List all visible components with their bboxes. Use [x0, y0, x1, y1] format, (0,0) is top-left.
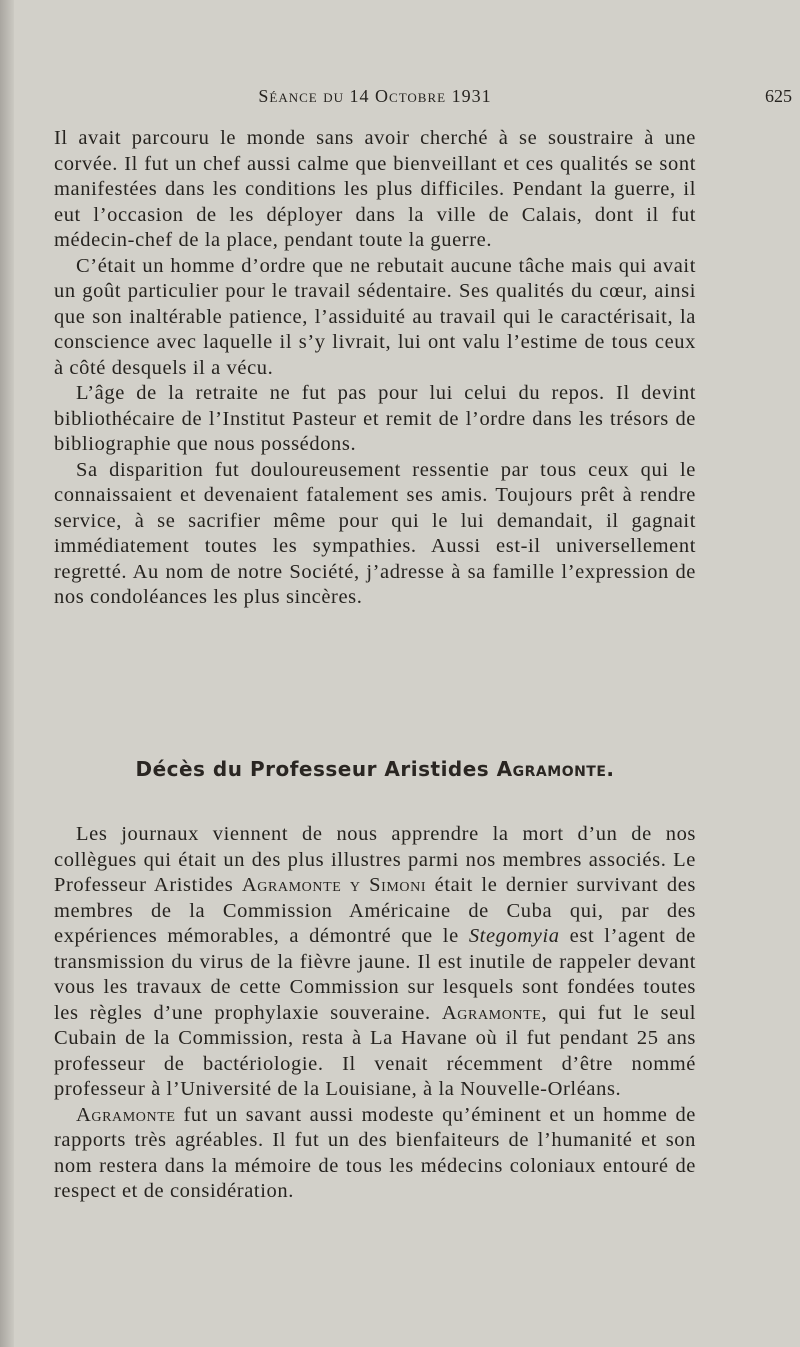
- text-run: fut un savant aussi modeste qu’éminent et un homme de rapports très agréables. Il fut un des bienfaiteurs de l’humanité et son nom restera dans la mémoire de tous les médecins coloniaux entouré de respect et de considération.: [54, 1103, 696, 1202]
- running-head: [54, 86, 792, 114]
- person-name: Agramonte: [76, 1103, 176, 1126]
- person-name: Agramonte y Simoni: [241, 874, 427, 896]
- page-number: 625: [765, 86, 792, 106]
- person-name: Agramonte: [441, 1001, 542, 1024]
- paragraph: Il avait parcouru le monde sans avoir cherché à se soustraire à une corvée. Il fut un chef aussi calme que bienveillant et ces qualités se sont manifestées dans les conditions les plus difficiles. Pendant la guerre, il eut l’occasion de les déployer dans la ville de Calais, dont il fut médecin-chef de la place, pendant toute la guerre.: [54, 127, 696, 251]
- obituary-continuation: [54, 126, 696, 611]
- agramonte-obituary: [54, 822, 696, 1205]
- section-heading: [54, 757, 696, 781]
- heading-name: Agramonte.: [496, 757, 615, 781]
- text-run: est l’agent de transmission du virus de la fièvre jaune. Il est inutile de rappeler devant vous les travaux de cette Commission sur lesquels sont fondées toutes les règles d’une prophylaxie souveraine.: [54, 925, 696, 1024]
- running-title: Séance du 14 Octobre 1931: [258, 86, 492, 106]
- paragraph: C’était un homme d’ordre que ne rebutait aucune tâche mais qui avait un goût particulier pour le travail sédentaire. Ses qualités du cœur, ainsi que son inaltérable patience, l’assiduité au travail qui le caractérisait, la conscience avec laquelle il s’y livrait, lui ont valu l’estime de tous ceux à côté desquels il a vécu.: [54, 254, 696, 379]
- heading-prefix: Décès du Professeur Aristides: [135, 757, 497, 781]
- text-run: était le dernier survivant des membres de la Commission Américaine de Cuba qui, par des expériences mémorables, a démontré que le: [54, 874, 696, 947]
- paragraph: L’âge de la retraite ne fut pas pour lui celui du repos. Il devint bibliothécaire de l’Institut Pasteur et remit de l’ordre dans les trésors de bibliographie que nous possédons.: [54, 382, 696, 455]
- paragraph: [54, 822, 696, 1103]
- paragraph: Sa disparition fut douloureusement ressentie par tous ceux qui le connaissaient et devenaient fatalement ses amis. Toujours prêt à rendre service, à se sacrifier même pour qui le lui demandait, il gagnait immédiatement toutes les sympathies. Aussi est-il universellement regretté. Au nom de notre Société, j’adresse à sa famille l’expression de nos condoléances les plus sincères.: [54, 458, 696, 608]
- text-run: , qui fut le seul Cubain de la Commission, resta à La Havane où il fut pendant 25 ans professeur de bactériologie. Il venait récemment d’être nommé professeur à l’Université de la Louisiane, à la Nouvelle-Orléans.: [54, 1001, 696, 1100]
- page-gutter-shadow: [0, 0, 14, 1347]
- species-name: Stegomyia: [468, 925, 560, 947]
- paragraph: [54, 1103, 696, 1205]
- text-run: Les journaux viennent de nous apprendre la mort d’un de nos collègues qui était un des plus illustres parmi nos membres associés. Le Professeur Aristides: [54, 823, 696, 896]
